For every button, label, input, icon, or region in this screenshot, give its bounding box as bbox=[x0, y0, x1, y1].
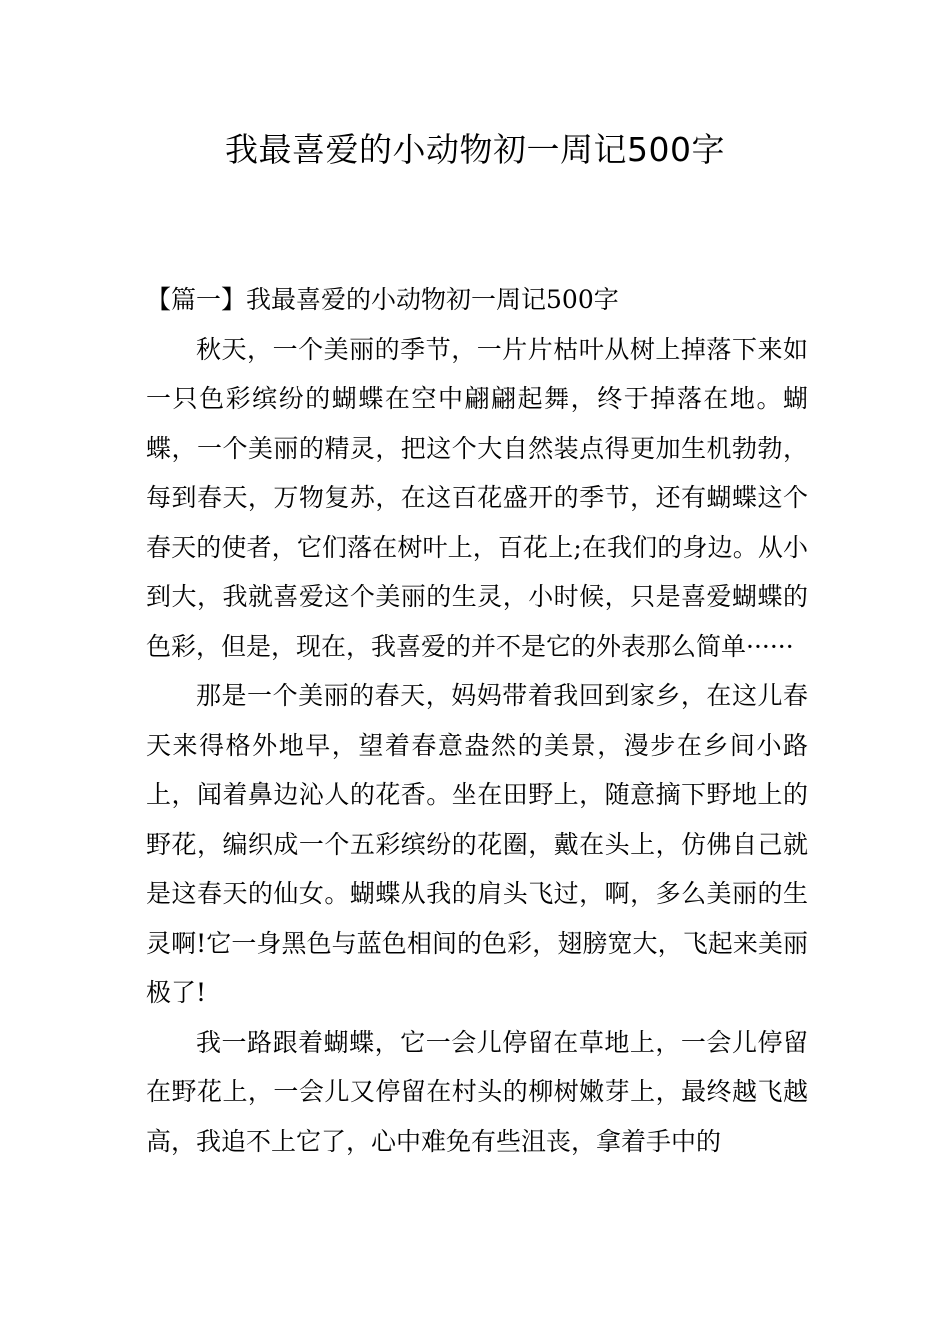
paragraph-2: 那是一个美丽的春天，妈妈带着我回到家乡，在这儿春天来得格外地早，望着春意盎然的美景，漫步在乡间小路上，闻着鼻边沁人的花香。坐在田野上，随意摘下野地上的野花，编织成一个五彩缤纷的花圈，戴在头上，仿佛自己就是这春天的仙女。蝴蝶从我的肩头飞过，啊，多么美丽的生灵啊!它一身黑色与蓝色相间的色彩，翅膀宽大，飞起来美丽极了! bbox=[146, 681, 808, 1007]
document-title: 我最喜爱的小动物初一周记500字 bbox=[225, 130, 725, 169]
section-heading: 【篇一】我最喜爱的小动物初一周记500字 bbox=[146, 285, 619, 314]
document-body bbox=[146, 275, 808, 1166]
paragraph-3: 我一路跟着蝴蝶，它一会儿停留在草地上，一会儿停留在野花上，一会儿又停留在村头的柳树嫩芽上，最终越飞越高，我追不上它了，心中难免有些沮丧，拿着手中的 bbox=[146, 1027, 808, 1156]
paragraph-1: 秋天，一个美丽的季节，一片片枯叶从树上掉落下来如一只色彩缤纷的蝴蝶在空中翩翩起舞，终于掉落在地。蝴蝶，一个美丽的精灵，把这个大自然装点得更加生机勃勃，每到春天，万物复苏，在这百花盛开的季节，还有蝴蝶这个春天的使者，它们落在树叶上，百花上;在我们的身边。从小到大，我就喜爱这个美丽的生灵，小时候，只是喜爱蝴蝶的色彩，但是，现在，我喜爱的并不是它的外表那么简单······ bbox=[146, 334, 808, 661]
